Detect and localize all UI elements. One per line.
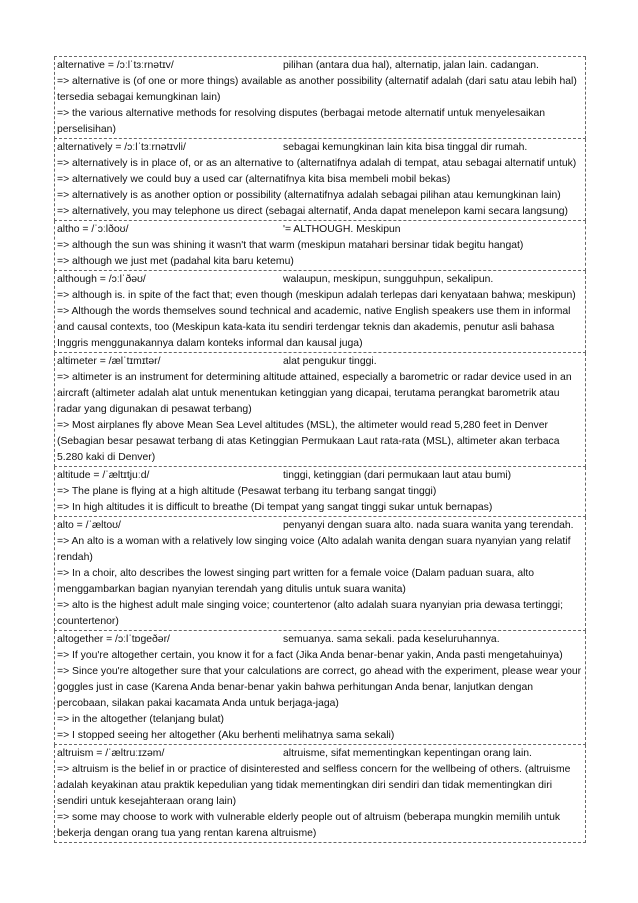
example-line: => In high altitudes it is difficult to breathe (Di tempat yang sangat tinggi sukar untuk bernapas) <box>57 502 493 513</box>
example-line: => Since you're altogether sure that your calculations are correct, go ahead with the experiment, please wear your goggles just in case (Karena Anda benar-benar yakin bahwa perhitungan Anda benar, lanjutkan dengan percobaan, silakan pakai kacamata Anda untuk berjaga-jaga) <box>57 666 582 709</box>
entry-meaning: semuanya. sama sekali. pada keseluruhannya. <box>283 634 500 645</box>
example-line: => Although the words themselves sound technical and academic, native English speakers use them in informal and causal contexts, too (Meskipun kata-kata itu sendiri terdengar teknis dan akademis, penutur asli bahasa Inggris menggunakannya dalam konteks informal dan kausal juga) <box>57 306 571 349</box>
dictionary-entry <box>54 57 586 139</box>
example-line: => I stopped seeing her altogether (Aku berhenti melihatnya sama sekali) <box>57 730 395 741</box>
entry-heading <box>57 58 583 74</box>
example-line: => In a choir, alto describes the lowest singing part written for a female voice (Dalam paduan suara, alto menggambarkan bagian nyanyian terendah yang ditulis untuk suara wanita) <box>57 568 535 595</box>
entry-meaning: '= ALTHOUGH. Meskipun <box>283 224 401 235</box>
example-line: => alternatively is in place of, or as an alternative to (alternatifnya adalah di tempat, atau sebagai alternatif untuk) <box>57 158 577 169</box>
example-line: => An alto is a woman with a relatively low singing voice (Alto adalah wanita dengan suara nyanyian yang relatif rendah) <box>57 536 571 563</box>
entry-term: altruism = /ˈæltruːɪzəm/ <box>57 748 165 759</box>
entry-meaning: sebagai kemungkinan lain kita bisa tinggal dir rumah. <box>283 142 528 153</box>
example-line: => although we just met (padahal kita baru ketemu) <box>57 256 294 267</box>
example-line: => Most airplanes fly above Mean Sea Level altitudes (MSL), the altimeter would read 5,280 feet in Denver (Sebagian besar pesawat terbang di atas Ketinggian Permukaan Laut rata-rata (MSL), altimeter akan terbaca 5.280 kaki di Denver) <box>57 420 560 463</box>
example-line: => alternative is (of one or more things) available as another possibility (alternatif adalah (dari satu atau lebih hal) tersedia sebagai kemungkinan lain) <box>57 76 577 103</box>
entry-term: altho = /ˈɔːlðoʊ/ <box>57 224 129 235</box>
example-line: => the various alternative methods for resolving disputes (berbagai metode alternatif untuk menyelesaikan perselisihan) <box>57 108 546 135</box>
entry-term: altitude = /ˈæltɪtjuːd/ <box>57 470 150 481</box>
entry-meaning: penyanyi dengan suara alto. nada suara wanita yang terendah. <box>283 520 574 531</box>
entry-heading <box>57 140 583 156</box>
example-line: => alto is the highest adult male singing voice; countertenor (alto adalah suara nyanyian pria dewasa tertinggi; countertenor) <box>57 600 563 627</box>
entry-heading <box>57 746 583 762</box>
entry-term: alternative = /ɔːlˈtɜːrnətɪv/ <box>57 60 174 71</box>
example-line: => although the sun was shining it wasn't that warm (meskipun matahari bersinar tidak begitu hangat) <box>57 240 524 251</box>
entry-meaning: altruisme, sifat mementingkan kepentingan orang lain. <box>283 748 532 759</box>
dictionary-entry <box>54 745 586 843</box>
dictionary-entry <box>54 139 586 221</box>
example-line: => If you're altogether certain, you know it for a fact (Jika Anda benar-benar yakin, Anda pasti mengetahuinya) <box>57 650 563 661</box>
entry-meaning: alat pengukur tinggi. <box>283 356 377 367</box>
example-line: => alternatively we could buy a used car (alternatifnya kita bisa membeli mobil bekas) <box>57 174 451 185</box>
entry-meaning: tinggi, ketinggian (dari permukaan laut atau bumi) <box>283 470 512 481</box>
dictionary-entry <box>54 631 586 745</box>
example-line: => some may choose to work with vulnerable elderly people out of altruism (beberapa mungkin memilih untuk bekerja dengan orang tua yang rentan karena altruisme) <box>57 812 561 839</box>
entry-heading <box>57 468 583 484</box>
entry-meaning: pilihan (antara dua hal), alternatip, jalan lain. cadangan. <box>283 60 539 71</box>
dictionary-entry <box>54 467 586 517</box>
entry-heading <box>57 222 583 238</box>
dictionary-entry-list <box>54 56 586 843</box>
example-line: => The plane is flying at a high altitude (Pesawat terbang itu terbang sangat tinggi) <box>57 486 437 497</box>
dictionary-entry <box>54 517 586 631</box>
entry-meaning: walaupun, meskipun, sungguhpun, sekalipun. <box>283 274 494 285</box>
dictionary-entry <box>54 353 586 467</box>
example-line: => alternatively, you may telephone us direct (sebagai alternatif, Anda dapat menelepon kami secara langsung) <box>57 206 568 217</box>
entry-heading <box>57 354 583 370</box>
entry-heading <box>57 272 583 288</box>
example-line: => in the altogether (telanjang bulat) <box>57 714 224 725</box>
entry-term: altogether = /ɔːlˈtɒgeðər/ <box>57 634 170 645</box>
entry-term: although = /ɔːlˈðəʊ/ <box>57 274 146 285</box>
example-line: => alternatively is as another option or possibility (alternatifnya adalah sebagai pilihan atau kemungkinan lain) <box>57 190 561 201</box>
example-line: => altruism is the belief in or practice of disinterested and selfless concern for the wellbeing of others. (altruisme adalah keyakinan atau praktik kepedulian yang tidak mementingkan diri sendiri dan tidak mementingkan diri sendiri untuk kesejahteraan orang lain) <box>57 764 571 807</box>
dictionary-entry <box>54 221 586 271</box>
entry-term: altimeter = /ælˈtɪmɪtər/ <box>57 356 161 367</box>
example-line: => although is. in spite of the fact that; even though (meskipun adalah terlepas dari kenyataan bahwa; meskipun) <box>57 290 576 301</box>
example-line: => altimeter is an instrument for determining altitude attained, especially a barometric or radar device used in an aircraft (altimeter adalah alat untuk menentukan ketinggian yang dicapai, terutama perangkat barometrik atau radar yang digunakan di pesawat terbang) <box>57 372 572 415</box>
entry-term: alto = /ˈæltoʊ/ <box>57 520 121 531</box>
dictionary-entry <box>54 271 586 353</box>
entry-term: alternatively = /ɔːlˈtɜːrnətɪvli/ <box>57 142 186 153</box>
entry-heading <box>57 518 583 534</box>
entry-heading <box>57 632 583 648</box>
